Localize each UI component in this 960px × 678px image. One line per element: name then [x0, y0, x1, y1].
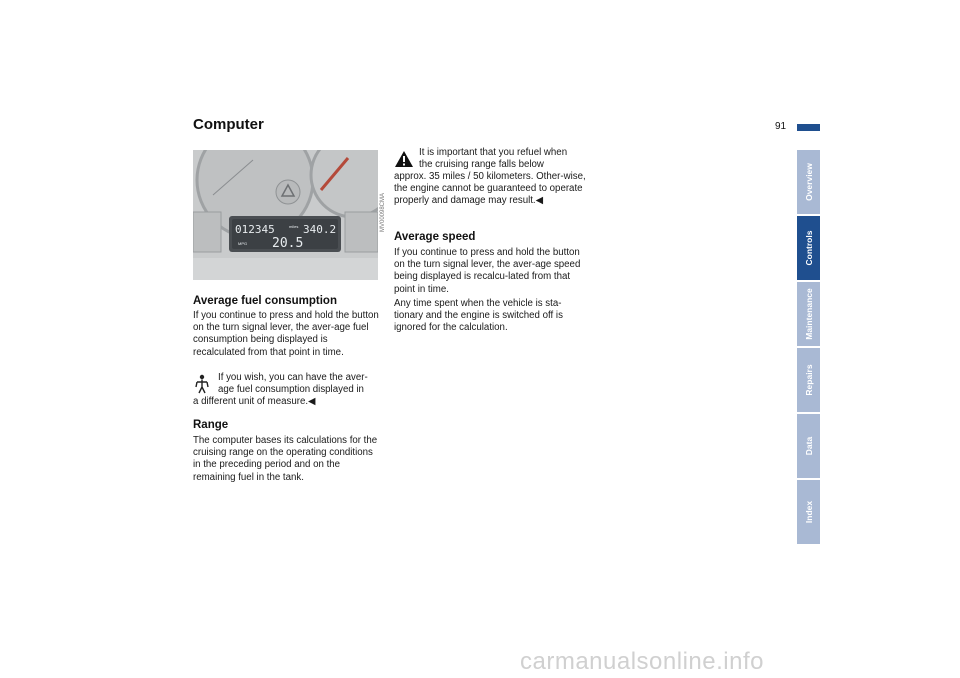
- note-line-2: age fuel consumption displayed in: [218, 384, 364, 395]
- heading-average-speed: Average speed: [394, 231, 476, 243]
- avg-speed-paragraph-2: Any time spent when the vehicle is sta-tionary and the engine is switched off is ignored for the calculation.: [394, 298, 563, 334]
- tab-index[interactable]: [797, 480, 820, 544]
- avg-fuel-paragraph: If you continue to press and hold the button on the turn signal lever, the aver-age fuel consumption being displayed is recalculated from that point in time.: [193, 310, 379, 358]
- page-title: Computer: [193, 116, 264, 133]
- note-line-3: a different unit of measure.◀: [193, 396, 316, 407]
- instrument-cluster-illustration: [193, 150, 378, 280]
- heading-average-fuel-consumption: Average fuel consumption: [193, 295, 337, 307]
- instrument-cluster-photo: [193, 150, 378, 280]
- warning-line-1: It is important that you refuel when: [419, 147, 568, 158]
- tab-label: Data: [803, 436, 814, 456]
- tab-controls[interactable]: [797, 216, 820, 280]
- range-paragraph: The computer bases its calculations for the cruising range on the operating conditions in the preceding period and on the remaining fuel in the tank.: [193, 435, 378, 483]
- tab-data[interactable]: [797, 414, 820, 478]
- watermark: carmanualsonline.info: [520, 648, 764, 675]
- miles-unit: miles: [289, 224, 299, 229]
- range-readout: 340.2: [303, 223, 337, 236]
- warning-line-2: the cruising range falls below: [419, 159, 544, 170]
- odometer-readout: 012345: [235, 223, 275, 236]
- person-note-icon: [193, 374, 211, 394]
- section-tabs: [797, 150, 820, 546]
- tab-maintenance[interactable]: [797, 282, 820, 346]
- fuel-value-readout: 20.5: [272, 236, 304, 251]
- page-number: 91: [775, 121, 787, 132]
- tab-label: Index: [803, 500, 814, 524]
- warning-paragraph: approx. 35 miles / 50 kilometers. Other-wise, the engine cannot be guaranteed to operate properly and damage may result.◀: [394, 171, 586, 207]
- page-number-bar: [797, 124, 820, 131]
- warning-triangle-icon: [394, 150, 414, 168]
- tab-label: Overview: [803, 163, 814, 201]
- note-line-1: If you wish, you can have the aver-: [218, 372, 368, 383]
- tab-label: Repairs: [803, 364, 814, 396]
- avg-speed-paragraph-1: If you continue to press and hold the button on the turn signal lever, the aver-age speed being displayed is recalcu-lated from that point in time.: [394, 247, 581, 295]
- tab-overview[interactable]: [797, 150, 820, 214]
- figure-code: MV00098CMA: [380, 192, 386, 232]
- mpg-unit: MPG: [238, 241, 248, 246]
- tab-label: Maintenance: [803, 288, 814, 340]
- tab-label: Controls: [803, 230, 814, 266]
- heading-range: Range: [193, 419, 229, 431]
- tab-repairs[interactable]: [797, 348, 820, 412]
